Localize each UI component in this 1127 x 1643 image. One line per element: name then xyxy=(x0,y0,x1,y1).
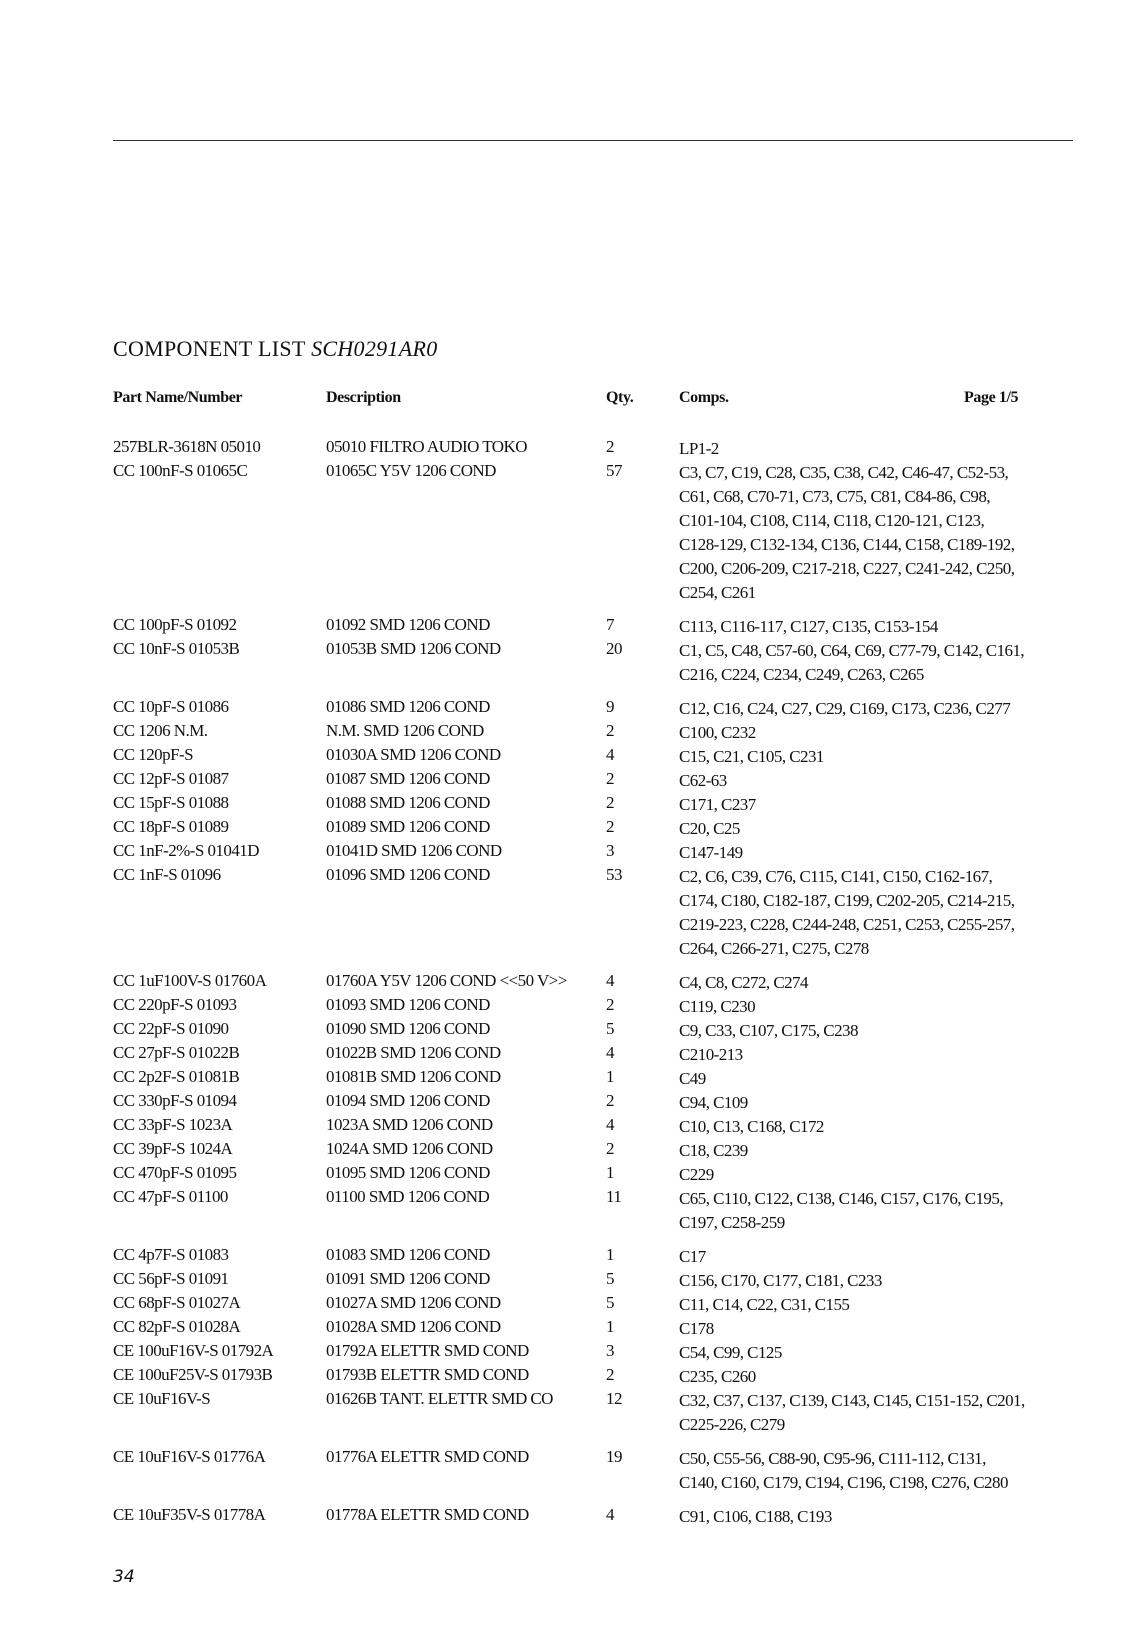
table-row xyxy=(0,1505,1127,1529)
comps-line: C94, C109 xyxy=(679,1093,748,1112)
comps-cell xyxy=(679,817,1079,841)
qty-cell: 1 xyxy=(606,1067,614,1086)
comps-cell xyxy=(679,461,1079,605)
comps-line: C101-104, C108, C114, C118, C120-121, C123, xyxy=(679,511,985,530)
component-table xyxy=(0,437,1127,1529)
part-number-cell: CC 56pF-S 01091 xyxy=(113,1269,229,1288)
table-row xyxy=(0,1043,1127,1067)
qty-cell: 19 xyxy=(606,1447,622,1466)
part-number-cell: CC 82pF-S 01028A xyxy=(113,1317,241,1336)
table-row xyxy=(0,1389,1127,1447)
comps-cell xyxy=(679,1317,1079,1341)
page-number: 34 xyxy=(113,1567,135,1587)
qty-cell: 2 xyxy=(606,995,614,1014)
description-cell: 01089 SMD 1206 COND xyxy=(326,817,490,836)
comps-cell xyxy=(679,1019,1079,1043)
table-row xyxy=(0,745,1127,769)
description-cell: 01095 SMD 1206 COND xyxy=(326,1163,490,1182)
table-row xyxy=(0,615,1127,639)
table-row xyxy=(0,1317,1127,1341)
description-cell: 01792A ELETTR SMD COND xyxy=(326,1341,529,1360)
qty-cell: 2 xyxy=(606,793,614,812)
part-number-cell: CC 22pF-S 01090 xyxy=(113,1019,229,1038)
comps-cell xyxy=(679,841,1079,865)
comps-line: C229 xyxy=(679,1165,714,1184)
part-number-cell: 257BLR-3618N 05010 xyxy=(113,437,261,456)
comps-cell xyxy=(679,769,1079,793)
qty-cell: 1 xyxy=(606,1163,614,1182)
table-row xyxy=(0,841,1127,865)
comps-line: C3, C7, C19, C28, C35, C38, C42, C46-47, C52-53, xyxy=(679,463,1009,482)
part-number-cell: CE 10uF35V-S 01778A xyxy=(113,1505,266,1524)
qty-cell: 5 xyxy=(606,1293,614,1312)
part-number-cell: CC 1nF-S 01096 xyxy=(113,865,221,884)
comps-line: C17 xyxy=(679,1247,706,1266)
table-row xyxy=(0,437,1127,461)
description-cell: 1024A SMD 1206 COND xyxy=(326,1139,493,1158)
description-cell: 01096 SMD 1206 COND xyxy=(326,865,490,884)
comps-line: C197, C258-259 xyxy=(679,1213,785,1232)
comps-line: C100, C232 xyxy=(679,723,756,742)
part-number-cell: CC 1206 N.M. xyxy=(113,721,208,740)
comps-line: C54, C99, C125 xyxy=(679,1343,782,1362)
description-cell: 01100 SMD 1206 COND xyxy=(326,1187,490,1206)
schematic-code: SCH0291AR0 xyxy=(311,336,438,361)
comps-line: C91, C106, C188, C193 xyxy=(679,1507,832,1526)
description-cell: 01626B TANT. ELETTR SMD CO xyxy=(326,1389,553,1408)
part-number-cell: CC 4p7F-S 01083 xyxy=(113,1245,229,1264)
comps-line: C174, C180, C182-187, C199, C202-205, C214-215, xyxy=(679,891,1015,910)
qty-cell: 57 xyxy=(606,461,622,480)
document-title xyxy=(113,336,438,362)
comps-line: C10, C13, C168, C172 xyxy=(679,1117,824,1136)
comps-line: C32, C37, C137, C139, C143, C145, C151-152, C201, xyxy=(679,1391,1025,1410)
comps-line: C147-149 xyxy=(679,843,743,862)
table-row xyxy=(0,461,1127,615)
table-row xyxy=(0,995,1127,1019)
comps-cell xyxy=(679,1365,1079,1389)
description-cell: 01028A SMD 1206 COND xyxy=(326,1317,501,1336)
comps-line: C264, C266-271, C275, C278 xyxy=(679,939,869,958)
qty-cell: 4 xyxy=(606,971,614,990)
comps-line: C254, C261 xyxy=(679,583,756,602)
part-number-cell: CC 470pF-S 01095 xyxy=(113,1163,237,1182)
table-row xyxy=(0,793,1127,817)
description-cell: 01093 SMD 1206 COND xyxy=(326,995,490,1014)
qty-cell: 5 xyxy=(606,1269,614,1288)
description-cell: 01041D SMD 1206 COND xyxy=(326,841,502,860)
comps-cell xyxy=(679,1187,1079,1235)
qty-cell: 3 xyxy=(606,1341,614,1360)
description-cell: 01760A Y5V 1206 COND <<50 V>> xyxy=(326,971,567,990)
comps-line: C216, C224, C234, C249, C263, C265 xyxy=(679,665,924,684)
comps-line: C61, C68, C70-71, C73, C75, C81, C84-86, C98, xyxy=(679,487,991,506)
qty-cell: 2 xyxy=(606,817,614,836)
part-number-cell: CE 10uF16V-S 01776A xyxy=(113,1447,266,1466)
qty-cell: 9 xyxy=(606,697,614,716)
part-number-cell: CC 18pF-S 01089 xyxy=(113,817,229,836)
comps-cell xyxy=(679,721,1079,745)
comps-line: C65, C110, C122, C138, C146, C157, C176, C195, xyxy=(679,1189,1004,1208)
qty-cell: 2 xyxy=(606,1091,614,1110)
description-cell: 01053B SMD 1206 COND xyxy=(326,639,501,658)
description-cell: 01086 SMD 1206 COND xyxy=(326,697,490,716)
comps-cell xyxy=(679,865,1079,961)
table-row xyxy=(0,1293,1127,1317)
comps-line: C219-223, C228, C244-248, C251, C253, C255-257, xyxy=(679,915,1015,934)
table-row xyxy=(0,817,1127,841)
part-number-cell: CC 2p2F-S 01081B xyxy=(113,1067,240,1086)
table-row xyxy=(0,1067,1127,1091)
part-number-cell: CE 10uF16V-S xyxy=(113,1389,211,1408)
qty-cell: 1 xyxy=(606,1245,614,1264)
qty-cell: 4 xyxy=(606,1115,614,1134)
part-number-cell: CC 47pF-S 01100 xyxy=(113,1187,228,1206)
comps-cell xyxy=(679,1043,1079,1067)
description-cell: 01087 SMD 1206 COND xyxy=(326,769,490,788)
header-description: Description xyxy=(326,389,401,406)
part-number-cell: CE 100uF25V-S 01793B xyxy=(113,1365,273,1384)
description-cell: 01065C Y5V 1206 COND xyxy=(326,461,496,480)
comps-cell xyxy=(679,1341,1079,1365)
table-row xyxy=(0,865,1127,971)
qty-cell: 2 xyxy=(606,437,614,456)
comps-cell xyxy=(679,995,1079,1019)
comps-cell xyxy=(679,1067,1079,1091)
comps-line: C15, C21, C105, C231 xyxy=(679,747,824,766)
part-number-cell: CC 100nF-S 01065C xyxy=(113,461,248,480)
comps-cell xyxy=(679,639,1079,687)
qty-cell: 2 xyxy=(606,769,614,788)
qty-cell: 3 xyxy=(606,841,614,860)
table-row xyxy=(0,1115,1127,1139)
comps-cell xyxy=(679,1505,1079,1529)
description-cell: 01092 SMD 1206 COND xyxy=(326,615,490,634)
header-part-name: Part Name/Number xyxy=(113,389,243,406)
comps-cell xyxy=(679,697,1079,721)
description-cell: 01778A ELETTR SMD COND xyxy=(326,1505,529,1524)
qty-cell: 7 xyxy=(606,615,614,634)
part-number-cell: CC 120pF-S xyxy=(113,745,193,764)
comps-cell xyxy=(679,793,1079,817)
title-text: COMPONENT LIST xyxy=(113,336,306,361)
qty-cell: 1 xyxy=(606,1317,614,1336)
qty-cell: 4 xyxy=(606,745,614,764)
description-cell: 01083 SMD 1206 COND xyxy=(326,1245,490,1264)
part-number-cell: CC 100pF-S 01092 xyxy=(113,615,237,634)
table-row xyxy=(0,1245,1127,1269)
comps-line: C2, C6, C39, C76, C115, C141, C150, C162-167, xyxy=(679,867,993,886)
comps-line: C156, C170, C177, C181, C233 xyxy=(679,1271,882,1290)
comps-cell xyxy=(679,1293,1079,1317)
comps-line: C225-226, C279 xyxy=(679,1415,785,1434)
comps-line: C20, C25 xyxy=(679,819,740,838)
qty-cell: 20 xyxy=(606,639,622,658)
table-row xyxy=(0,1447,1127,1505)
comps-line: C4, C8, C272, C274 xyxy=(679,973,808,992)
comps-cell xyxy=(679,1269,1079,1293)
table-row xyxy=(0,1365,1127,1389)
table-row xyxy=(0,639,1127,697)
description-cell: 01094 SMD 1206 COND xyxy=(326,1091,490,1110)
comps-line: C210-213 xyxy=(679,1045,743,1064)
qty-cell: 53 xyxy=(606,865,622,884)
part-number-cell: CC 330pF-S 01094 xyxy=(113,1091,237,1110)
comps-line: C18, C239 xyxy=(679,1141,748,1160)
comps-line: C1, C5, C48, C57-60, C64, C69, C77-79, C142, C161, xyxy=(679,641,1025,660)
description-cell: 01091 SMD 1206 COND xyxy=(326,1269,490,1288)
table-row xyxy=(0,1019,1127,1043)
table-row xyxy=(0,1163,1127,1187)
table-row xyxy=(0,721,1127,745)
comps-line: C235, C260 xyxy=(679,1367,756,1386)
part-number-cell: CC 10nF-S 01053B xyxy=(113,639,240,658)
comps-line: C12, C16, C24, C27, C29, C169, C173, C236, C277 xyxy=(679,699,1011,718)
table-row xyxy=(0,1187,1127,1245)
qty-cell: 4 xyxy=(606,1043,614,1062)
part-number-cell: CC 27pF-S 01022B xyxy=(113,1043,240,1062)
comps-cell xyxy=(679,1163,1079,1187)
part-number-cell: CC 68pF-S 01027A xyxy=(113,1293,241,1312)
header-comps: Comps. xyxy=(679,389,729,406)
comps-cell xyxy=(679,1115,1079,1139)
table-row xyxy=(0,769,1127,793)
description-cell: N.M. SMD 1206 COND xyxy=(326,721,484,740)
comps-line: C49 xyxy=(679,1069,706,1088)
part-number-cell: CC 39pF-S 1024A xyxy=(113,1139,233,1158)
comps-line: C178 xyxy=(679,1319,714,1338)
comps-cell xyxy=(679,437,1079,461)
qty-cell: 12 xyxy=(606,1389,622,1408)
comps-cell xyxy=(679,615,1079,639)
part-number-cell: CC 15pF-S 01088 xyxy=(113,793,229,812)
description-cell: 01090 SMD 1206 COND xyxy=(326,1019,490,1038)
comps-cell xyxy=(679,1091,1079,1115)
comps-line: C171, C237 xyxy=(679,795,756,814)
part-number-cell: CC 10pF-S 01086 xyxy=(113,697,229,716)
description-cell: 01088 SMD 1206 COND xyxy=(326,793,490,812)
description-cell: 05010 FILTRO AUDIO TOKO xyxy=(326,437,527,456)
qty-cell: 5 xyxy=(606,1019,614,1038)
part-number-cell: CE 100uF16V-S 01792A xyxy=(113,1341,274,1360)
description-cell: 01776A ELETTR SMD COND xyxy=(326,1447,529,1466)
comps-line: LP1-2 xyxy=(679,439,719,458)
part-number-cell: CC 220pF-S 01093 xyxy=(113,995,237,1014)
part-number-cell: CC 33pF-S 1023A xyxy=(113,1115,233,1134)
comps-cell xyxy=(679,1245,1079,1269)
comps-cell xyxy=(679,1389,1079,1437)
part-number-cell: CC 1nF-2%-S 01041D xyxy=(113,841,259,860)
description-cell: 01793B ELETTR SMD COND xyxy=(326,1365,529,1384)
comps-line: C9, C33, C107, C175, C238 xyxy=(679,1021,858,1040)
comps-line: C50, C55-56, C88-90, C95-96, C111-112, C131, xyxy=(679,1449,986,1468)
comps-cell xyxy=(679,1139,1079,1163)
comps-line: C113, C116-117, C127, C135, C153-154 xyxy=(679,617,938,636)
top-rule xyxy=(113,140,1073,141)
comps-line: C11, C14, C22, C31, C155 xyxy=(679,1295,850,1314)
comps-line: C119, C230 xyxy=(679,997,756,1016)
table-row xyxy=(0,1269,1127,1293)
description-cell: 1023A SMD 1206 COND xyxy=(326,1115,493,1134)
table-row xyxy=(0,697,1127,721)
description-cell: 01022B SMD 1206 COND xyxy=(326,1043,501,1062)
table-row xyxy=(0,1091,1127,1115)
table-row xyxy=(0,1341,1127,1365)
description-cell: 01030A SMD 1206 COND xyxy=(326,745,501,764)
comps-line: C128-129, C132-134, C136, C144, C158, C189-192, xyxy=(679,535,1015,554)
header-page: Page 1/5 xyxy=(964,389,1019,406)
qty-cell: 2 xyxy=(606,1139,614,1158)
description-cell: 01081B SMD 1206 COND xyxy=(326,1067,501,1086)
comps-cell xyxy=(679,1447,1079,1495)
part-number-cell: CC 1uF100V-S 01760A xyxy=(113,971,267,990)
comps-cell xyxy=(679,745,1079,769)
qty-cell: 2 xyxy=(606,1365,614,1384)
comps-line: C62-63 xyxy=(679,771,727,790)
table-row xyxy=(0,971,1127,995)
table-row xyxy=(0,1139,1127,1163)
comps-cell xyxy=(679,971,1079,995)
qty-cell: 4 xyxy=(606,1505,614,1524)
comps-line: C140, C160, C179, C194, C196, C198, C276, C280 xyxy=(679,1473,1008,1492)
part-number-cell: CC 12pF-S 01087 xyxy=(113,769,229,788)
comps-line: C200, C206-209, C217-218, C227, C241-242, C250, xyxy=(679,559,1015,578)
qty-cell: 11 xyxy=(606,1187,622,1206)
description-cell: 01027A SMD 1206 COND xyxy=(326,1293,501,1312)
qty-cell: 2 xyxy=(606,721,614,740)
header-qty: Qty. xyxy=(606,389,634,406)
